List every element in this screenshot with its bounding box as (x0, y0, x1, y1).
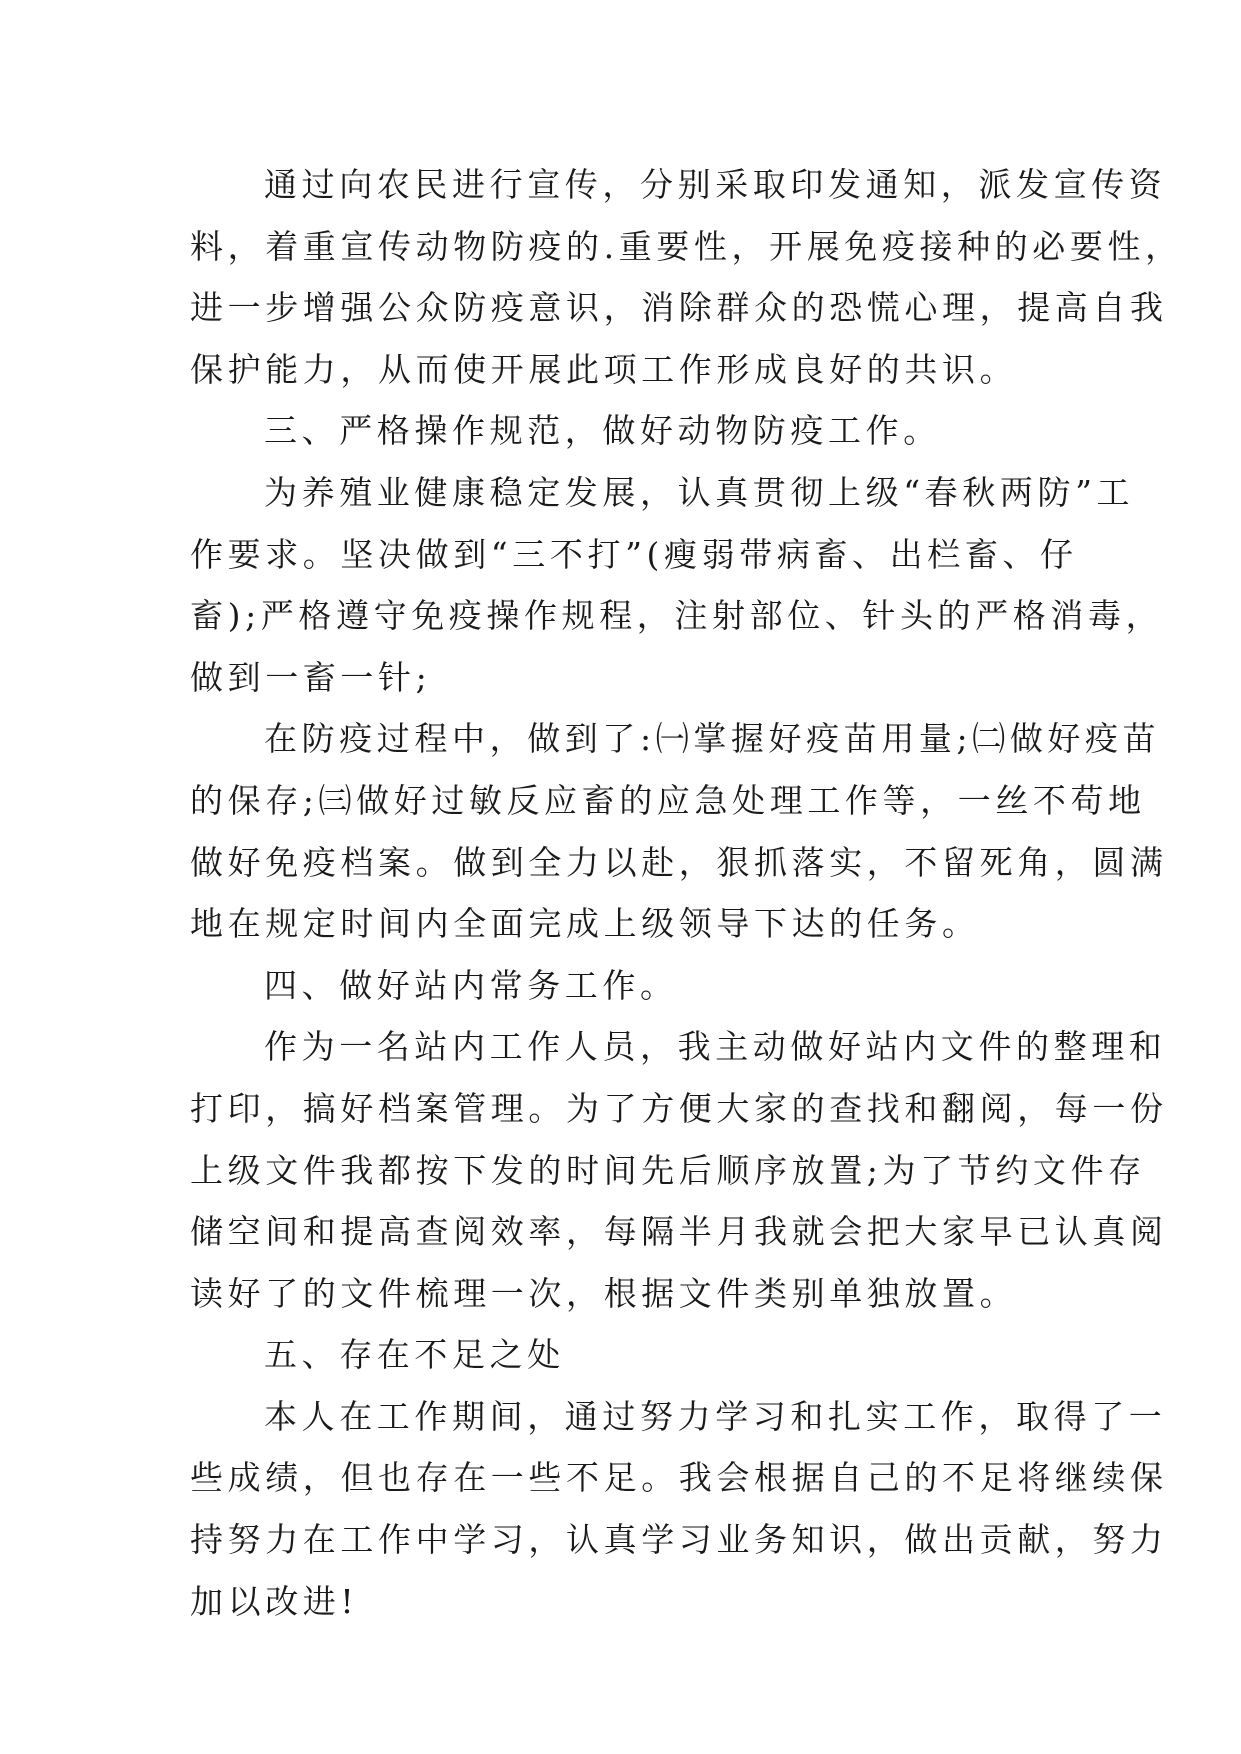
text-line: 作为一名站内工作人员，我主动做好站内文件的整理和 (264, 1027, 1167, 1067)
text-line: 料，着重宣传动物防疫的.重要性，开展免疫接种的必要性， (190, 226, 1183, 266)
section-heading: 三、严格操作规范，做好动物防疫工作。 (264, 411, 941, 451)
text-line: 为养殖业健康稳定发展，认真贯彻上级“春秋两防”工 (264, 472, 1135, 512)
text-line: 的保存;㈢做好过敏反应畜的应急处理工作等，一丝不苟地 (190, 780, 1146, 820)
section-heading: 四、做好站内常务工作。 (264, 965, 678, 1005)
text-line: 储空间和提高查阅效率，每隔半月我就会把大家早已认真阅 (190, 1212, 1168, 1252)
text-line: 打印，搞好档案管理。为了方便大家的查找和翻阅，每一份 (190, 1088, 1168, 1128)
text-line: 做到一畜一针; (190, 657, 432, 697)
text-line: 保护能力，从而使开展此项工作形成良好的共识。 (190, 349, 1018, 389)
text-line: 作要求。坚决做到“三不打”(瘦弱带病畜、出栏畜、仔 (190, 534, 1078, 574)
text-line: 通过向农民进行宣传，分别采取印发通知，派发宣传资 (264, 165, 1167, 204)
text-line: 畜);严格遵守免疫操作规程，注射部位、针头的严格消毒， (190, 596, 1164, 636)
text-line: 些成绩，但也存在一些不足。我会根据自己的不足将继续保 (190, 1458, 1168, 1498)
text-line: 读好了的文件梳理一次，根据文件类别单独放置。 (190, 1273, 1018, 1313)
text-line: 加以改进! (190, 1581, 359, 1621)
text-line: 进一步增强公众防疫意识，消除群众的恐慌心理，提高自我 (190, 288, 1168, 328)
text-line: 在防疫过程中，做到了:㈠掌握好疫苗用量;㈡做好疫苗 (264, 719, 1161, 759)
text-line: 上级文件我都按下发的时间先后顺序放置;为了节约文件存 (190, 1150, 1146, 1190)
document-body (190, 154, 1183, 1632)
section-heading: 五、存在不足之处 (264, 1335, 565, 1375)
text-line: 地在规定时间内全面完成上级领导下达的任务。 (190, 904, 980, 944)
text-line: 持努力在工作中学习，认真学习业务知识，做出贡献，努力 (190, 1520, 1168, 1560)
text-line: 本人在工作期间，通过努力学习和扎实工作，取得了一 (264, 1396, 1167, 1436)
text-line: 做好免疫档案。做到全力以赴，狠抓落实，不留死角，圆满 (190, 842, 1168, 882)
